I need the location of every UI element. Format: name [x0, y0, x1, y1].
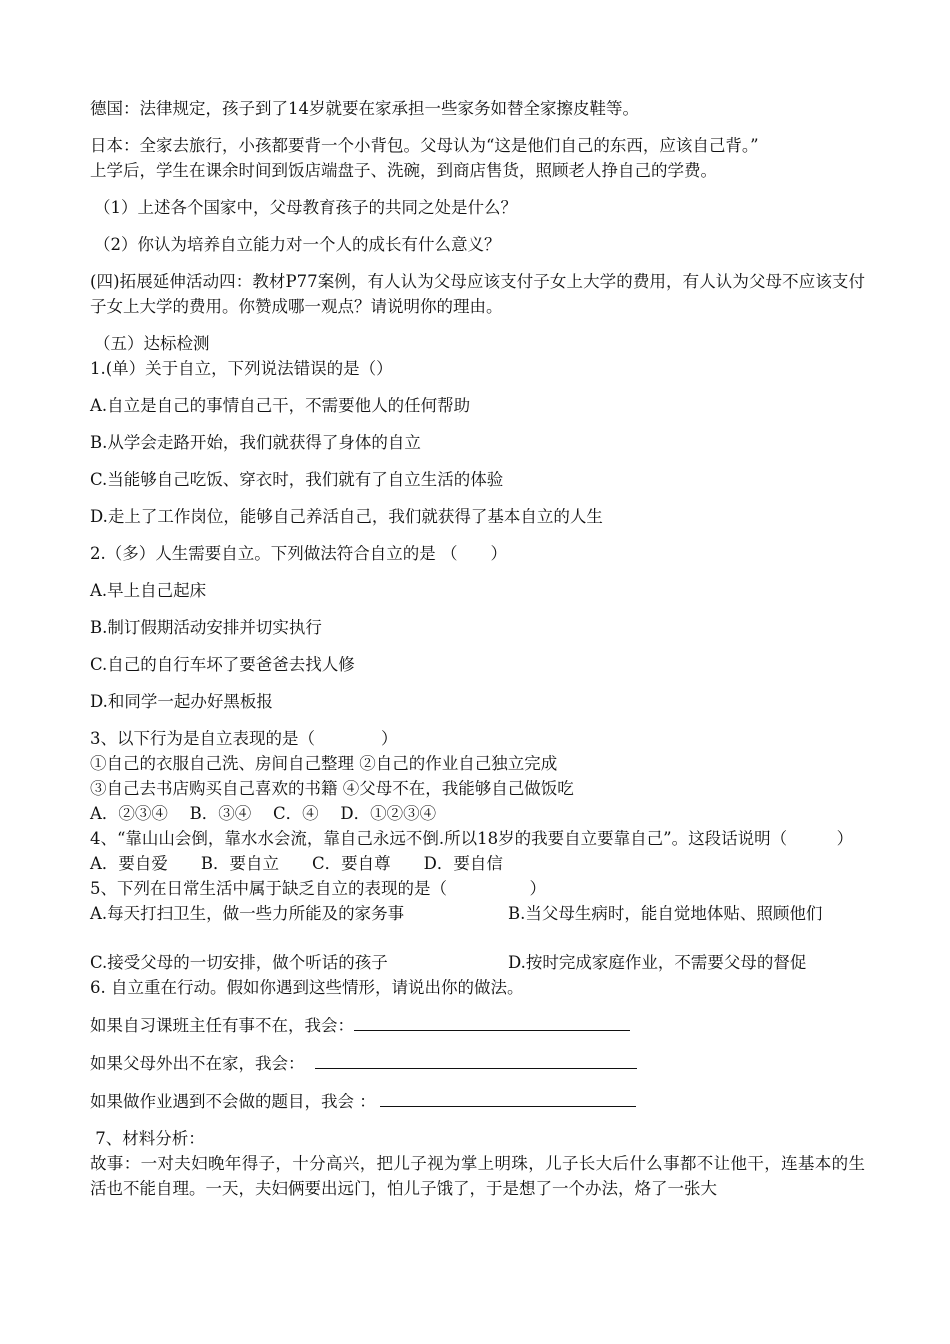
question-meaning: （2）你认为培养自立能力对一个人的成长有什么意义？ — [94, 235, 501, 254]
question-3-options: A．②③④ B．③④ C．④ D．①②③④ — [90, 804, 437, 823]
question-1-option-b: B.从学会走路开始，我们就获得了身体的自立 — [90, 433, 421, 452]
question-5-option-a: A.每天打扫卫生，做一些力所能及的家务事 — [90, 904, 405, 923]
question-5-stem: 5、下列在日常生活中属于缺乏自立的表现的是（ ） — [90, 879, 546, 898]
question-2-option-c: C.自己的自行车坏了要爸爸去找人修 — [90, 655, 355, 674]
question-6-line1 — [90, 1012, 865, 1038]
question-3-line2: ③自己去书店购买自己喜欢的书籍 ④父母不在，我能够自己做饭吃 — [90, 779, 574, 798]
question-6-line3 — [90, 1088, 865, 1114]
question-6-line2-label: 如果父母外出不在家，我会： — [90, 1054, 305, 1073]
question-6-stem: 6. 自立重在行动。假如你遇到这些情形，请说出你的做法。 — [90, 978, 524, 997]
answer-blank-3[interactable] — [380, 1088, 636, 1107]
question-3-stem: 3、以下行为是自立表现的是（ ） — [90, 729, 398, 748]
worksheet-page — [90, 96, 865, 1201]
paragraph-japan-line1: 日本：全家去旅行，小孩都要背一个小背包。父母认为“这是他们自己的东西，应该自己背。” — [90, 136, 759, 155]
question-2-option-d: D.和同学一起办好黑板报 — [90, 692, 273, 711]
question-1-option-a: A.自立是自己的事情自己干，不需要他人的任何帮助 — [90, 396, 471, 415]
question-2-option-b: B.制订假期活动安排并切实执行 — [90, 618, 322, 637]
question-7-stem: 7、材料分析： — [90, 1129, 205, 1148]
question-5-options-row1 — [90, 901, 865, 926]
question-1-option-c: C.当能够自己吃饭、穿衣时，我们就有了自立生活的体验 — [90, 470, 504, 489]
paragraph-germany: 德国：法律规定，孩子到了14岁就要在家承担一些家务如替全家擦皮鞋等。 — [90, 99, 639, 118]
answer-blank-1[interactable] — [354, 1012, 630, 1031]
question-2-stem: 2.（多）人生需要自立。下列做法符合自立的是 （ ） — [90, 544, 507, 563]
question-common-point: （1）上述各个国家中，父母教育孩子的共同之处是什么？ — [94, 198, 517, 217]
question-6-line3-label: 如果做作业遇到不会做的题目，我会 ： — [90, 1092, 376, 1111]
paragraph-japan-line2: 上学后，学生在课余时间到饭店端盘子、洗碗，到商店售货，照顾老人挣自己的学费。 — [90, 161, 717, 180]
question-2-option-a: A.早上自己起床 — [90, 581, 207, 600]
question-1-stem: 1.(单）关于自立，下列说法错误的是（） — [90, 359, 393, 378]
question-3-line1: ①自己的衣服自己洗、房间自己整理 ②自己的作业自己独立完成 — [90, 754, 558, 773]
question-7-story: 故事：一对夫妇晚年得子，十分高兴，把儿子视为掌上明珠，儿子长大后什么事都不让他干，连基本的生活也不能自理。一天，夫妇俩要出远门，怕儿子饿了，于是想了一个办法，烙了一张大 — [90, 1154, 865, 1198]
question-4-stem: 4、“靠山山会倒，靠水水会流，靠自己永远不倒.所以18岁的我要自立要靠自己”。这段话说明（ ） — [90, 829, 854, 848]
question-6-line2 — [90, 1050, 865, 1076]
answer-blank-2[interactable] — [315, 1050, 637, 1069]
question-1-option-d: D.走上了工作岗位，能够自己养活自己，我们就获得了基本自立的人生 — [90, 507, 603, 526]
question-5-option-d: D.按时完成家庭作业，不需要父母的督促 — [508, 953, 807, 972]
activity-four: (四)拓展延伸活动四：教材P77案例，有人认为父母应该支付子女上大学的费用，有人认为父母不应该支付子女上大学的费用。你赞成哪一观点？请说明你的理由。 — [90, 272, 865, 316]
question-5-option-b: B.当父母生病时，能自觉地体贴、照顾他们 — [508, 904, 823, 923]
question-4-options: A．要自爱 B．要自立 C．要自尊 D．要自信 — [90, 854, 503, 873]
question-5-options-row2 — [90, 950, 865, 975]
section-five-title: （五）达标检测 — [94, 334, 210, 353]
question-5-option-c: C.接受父母的一切安排，做个听话的孩子 — [90, 953, 388, 972]
question-6-line1-label: 如果自习课班主任有事不在，我会： — [90, 1016, 354, 1035]
